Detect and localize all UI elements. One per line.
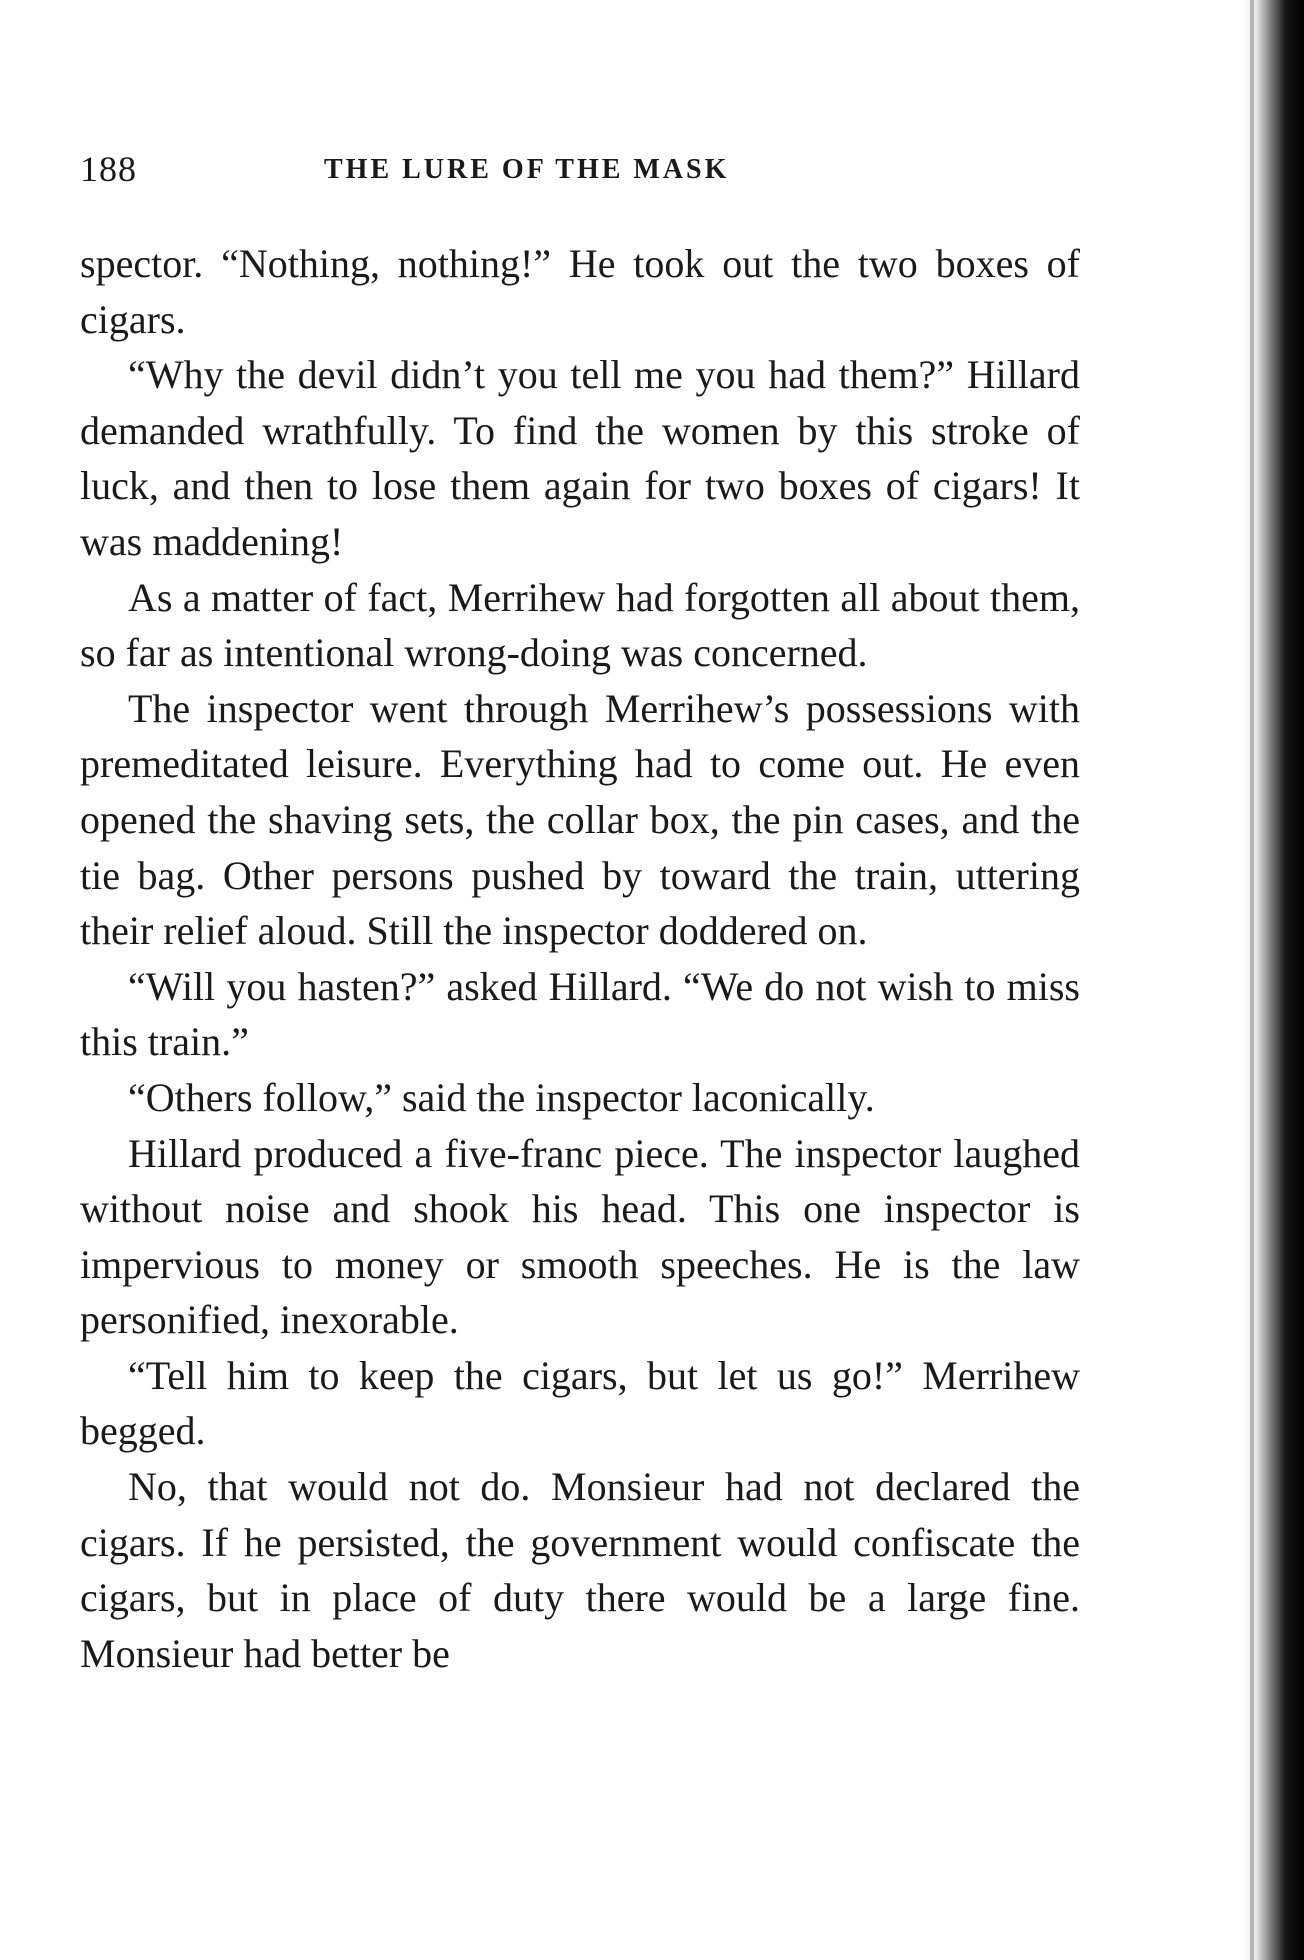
binding-shadow [1244, 0, 1304, 1960]
paragraph-2: “Why the devil didn’t you tell me you had them?” Hillard demanded wrathfully. To find the women by this stroke of luck, and then to lose them again for two boxes of cigars! It was maddening! [80, 352, 1080, 564]
page-number: 188 [80, 149, 137, 189]
running-title: THE LURE OF THE MASK [324, 154, 730, 185]
paragraph-4: The inspector went through Merrihew’s possessions with premeditated leisure. Everything had to come out. He even opened the shaving sets, the collar box, the pin cases, and the tie bag. Other persons pushed by toward the train, uttering their relief aloud. Still the inspector doddered on. [80, 685, 1080, 954]
paragraph-6: “Others follow,” said the inspector laconically. [128, 1074, 875, 1120]
body-text [80, 236, 1080, 1681]
paragraph-9: No, that would not do. Monsieur had not declared the cigars. If he persisted, the government would confiscate the cigars, but in place of duty there would be a large fine. Monsieur had better be [80, 1464, 1080, 1676]
paragraph-5: “Will you hasten?” asked Hillard. “We do not wish to miss this train.” [80, 963, 1080, 1065]
paragraph-7: Hillard produced a five-franc piece. The inspector laughed without noise and shook his head. This one inspector is impervious to money or smooth speeches. He is the law personified, inexorable. [80, 1130, 1080, 1343]
paragraph-1: spector. “Nothing, nothing!” He took out the two boxes of cigars. [80, 241, 1080, 342]
running-head [80, 148, 1080, 198]
paragraph-3: As a matter of fact, Merrihew had forgotten all about them, so far as intentional wrong-doing was concerned. [80, 574, 1080, 676]
paragraph-8: “Tell him to keep the cigars, but let us go!” Merrihew begged. [80, 1352, 1080, 1454]
